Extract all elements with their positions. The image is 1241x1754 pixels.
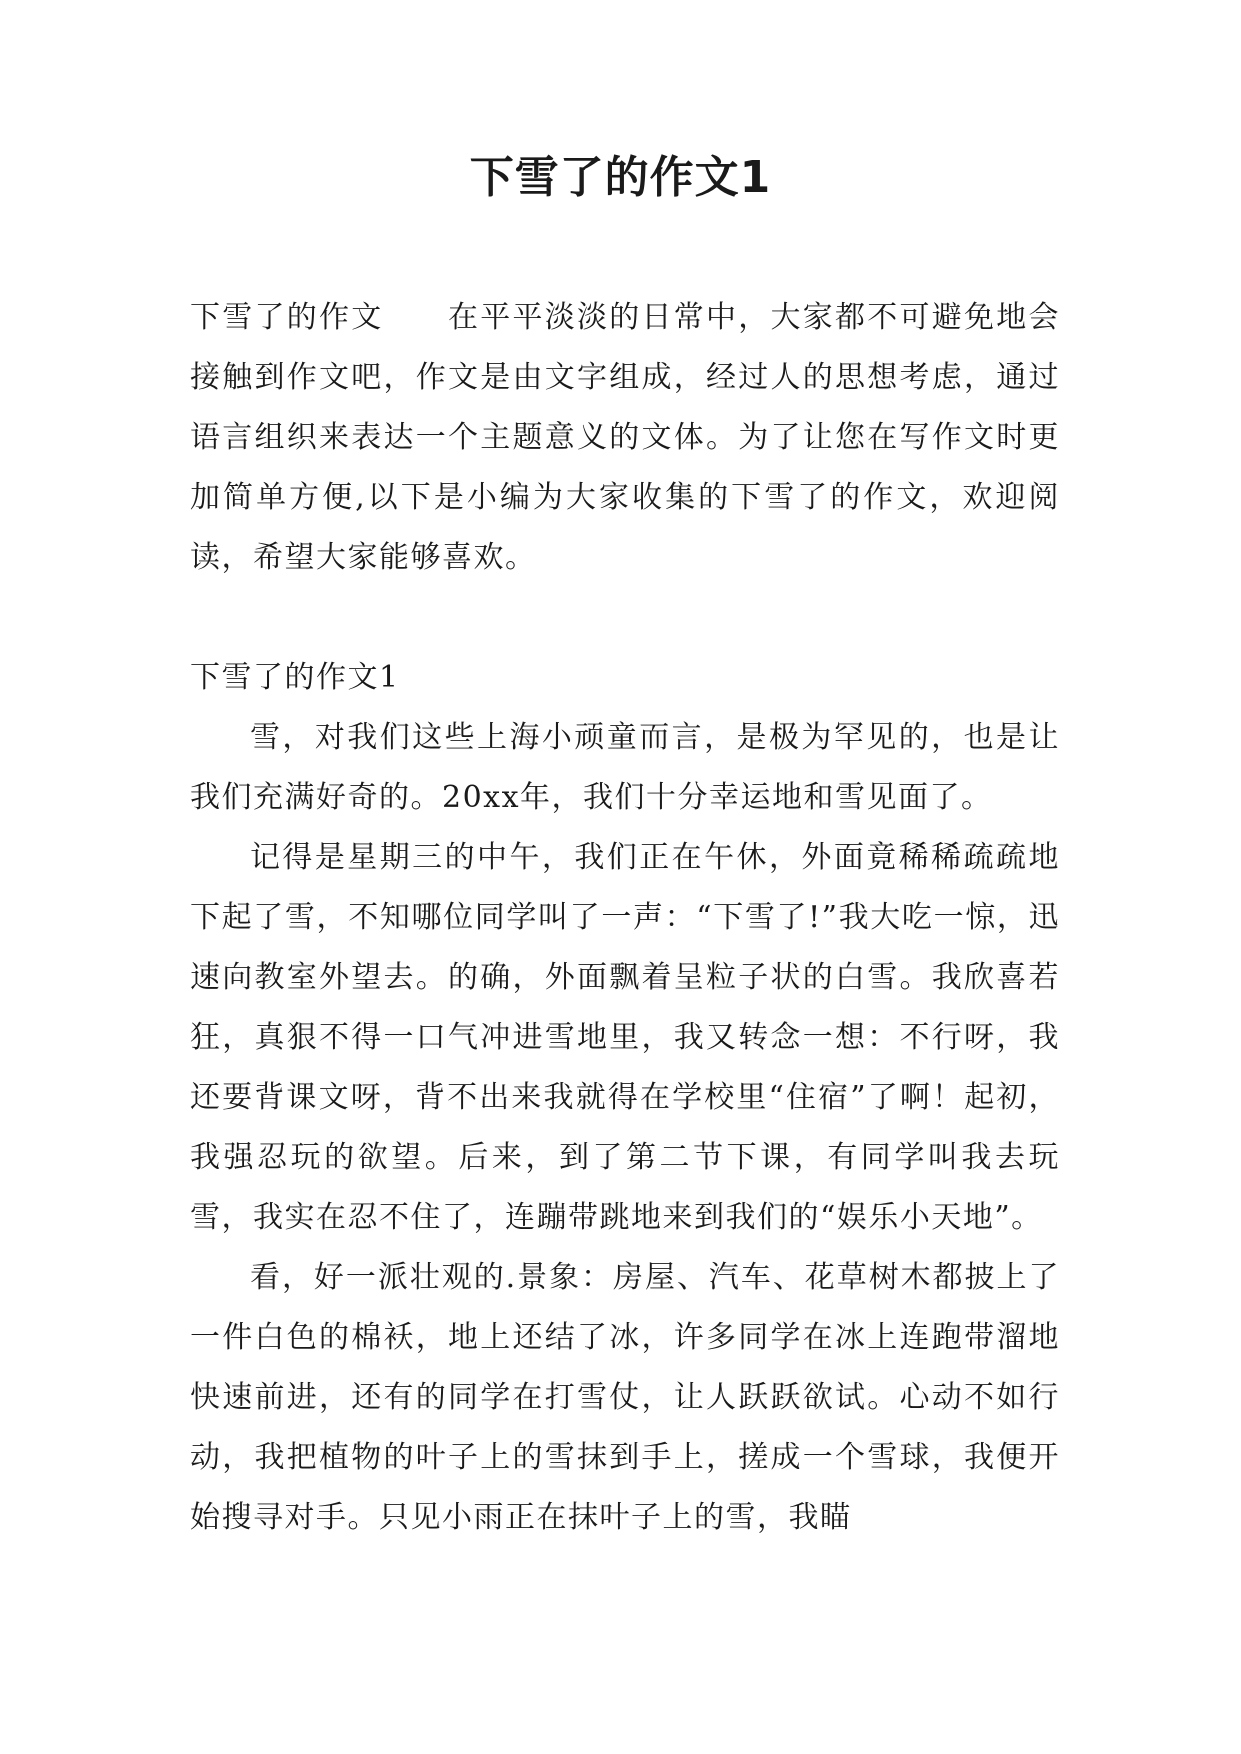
document-body: [190, 288, 1060, 1548]
section-heading: 下雪了的作文1: [190, 660, 400, 695]
body-paragraph-3: 看，好一派壮观的.景象：房屋、汽车、花草树木都披上了一件白色的棉袄，地上还结了冰，许多同学在冰上连跑带溜地快速前进，还有的同学在打雪仗，让人跃跃欲试。心动不如行动，我把植物的叶子上的雪抹到手上，搓成一个雪球，我便开始搜寻对手。只见小雨正在抹叶子上的雪，我瞄: [190, 1260, 1060, 1535]
paragraph-gap: [190, 588, 1060, 648]
document-title: 下雪了的作文1: [469, 152, 772, 203]
body-paragraph-1: 雪，对我们这些上海小顽童而言，是极为罕见的，也是让我们充满好奇的。20xx年，我们十分幸运地和雪见面了。: [190, 720, 1060, 815]
intro-paragraph: 下雪了的作文 在平平淡淡的日常中，大家都不可避免地会接触到作文吧，作文是由文字组成，经过人的思想考虑，通过语言组织来表达一个主题意义的文体。为了让您在写作文时更加简单方便,以下是小编为大家收集的下雪了的作文，欢迎阅读，希望大家能够喜欢。: [190, 300, 1060, 575]
body-paragraph-2: 记得是星期三的中午，我们正在午休，外面竟稀稀疏疏地下起了雪，不知哪位同学叫了一声：“下雪了!”我大吃一惊，迅速向教室外望去。的确，外面飘着呈粒子状的白雪。我欣喜若狂，真狠不得一口气冲进雪地里，我又转念一想：不行呀，我还要背课文呀，背不出来我就得在学校里“住宿”了啊！起初，我强忍玩的欲望。后来，到了第二节下课，有同学叫我去玩雪，我实在忍不住了，连蹦带跳地来到我们的“娱乐小天地”。: [190, 840, 1060, 1235]
